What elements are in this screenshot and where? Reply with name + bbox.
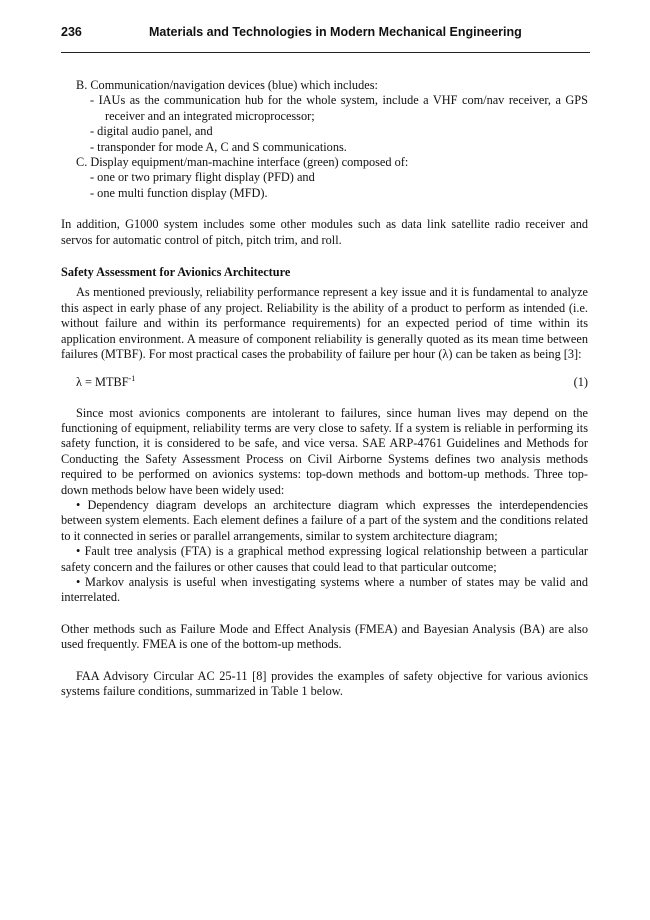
paragraph-faa: FAA Advisory Circular AC 25-11 [8] provides the examples of safety objective for various avionics systems failure conditions, summarized in Table 1 below.	[61, 668, 588, 698]
bullet-item: • Fault tree analysis (FTA) is a graphical method expressing logical relationship between a particular safety concern and the failures or other causes that could lead to that particular outcome;	[61, 544, 588, 574]
list-item: - digital audio panel, and	[90, 124, 213, 139]
section-title: Safety Assessment for Avionics Architecture	[61, 265, 291, 280]
equation-lhs: λ = MTBF	[76, 374, 129, 389]
equation	[61, 375, 588, 392]
bullet-item: • Markov analysis is useful when investigating systems where a number of states may be valid and interrelated.	[61, 574, 588, 605]
paragraph-methods: Since most avionics components are intolerant to failures, since human lives may depend on the functioning of equipment, reliability terms are very close to safety. If a system is reliable in performing its safety function, it is considered to be safe, and vice versa. SAE ARP-4761 Guidelines and Methods for Conducting the Safety Assessment Process on Civil Airborne Systems defines two analysis methods required to be performed on avionics systems: top-down methods and bottom-up methods. Three top-down methods below have been widely used:	[61, 405, 588, 497]
page-header	[61, 20, 590, 53]
list-b-label: B. Communication/navigation devices (blue) which includes:	[76, 78, 378, 92]
running-title: Materials and Technologies in Modern Mechanical Engineering	[149, 25, 522, 39]
paragraph-reliability: As mentioned previously, reliability performance represent a key issue and it is fundamental to analyze this aspect in early phase of any project. Reliability is the ability of a product to perform as intended (i.e. without failure and within its performance requirements) for an expected period of time within its application environment. A measure of component reliability is generally quoted as its mean time between failures (MTBF). For most practical cases the probability of failure per hour (λ) can be taken as being [3]:	[61, 285, 588, 362]
list-c-label: C. Display equipment/man-machine interface (green) composed of:	[76, 155, 409, 170]
bullet-item: • Dependency diagram develops an architecture diagram which expresses the interdependencies between system elements. Each element defines a failure of a part of the system and the conditions related to it connected in series or parallel arrangements, similar to system architecture diagram;	[61, 497, 588, 543]
list-item: - IAUs as the communication hub for the whole system, include a VHF com/nav receiver, a GPS receiver and an integrated microprocessor;	[90, 93, 588, 123]
list-item: - one multi function display (MFD).	[90, 185, 268, 200]
paragraph-other-methods: Other methods such as Failure Mode and Effect Analysis (FMEA) and Bayesian Analysis (BA) are also used frequently. FMEA is one of the bottom-up methods.	[61, 621, 588, 652]
equation-number: (1)	[573, 374, 588, 389]
list-item: - one or two primary flight display (PFD) and	[90, 170, 315, 185]
list-item: - transponder for mode A, C and S communications.	[90, 139, 347, 154]
page-body	[61, 78, 588, 699]
equation-expression	[76, 375, 135, 390]
paragraph-addition: In addition, G1000 system includes some other modules such as data link satellite radio receiver and servos for automatic control of pitch, pitch trim, and roll.	[61, 217, 588, 247]
page-number: 236	[61, 25, 82, 39]
equation-exponent: -1	[128, 373, 136, 383]
